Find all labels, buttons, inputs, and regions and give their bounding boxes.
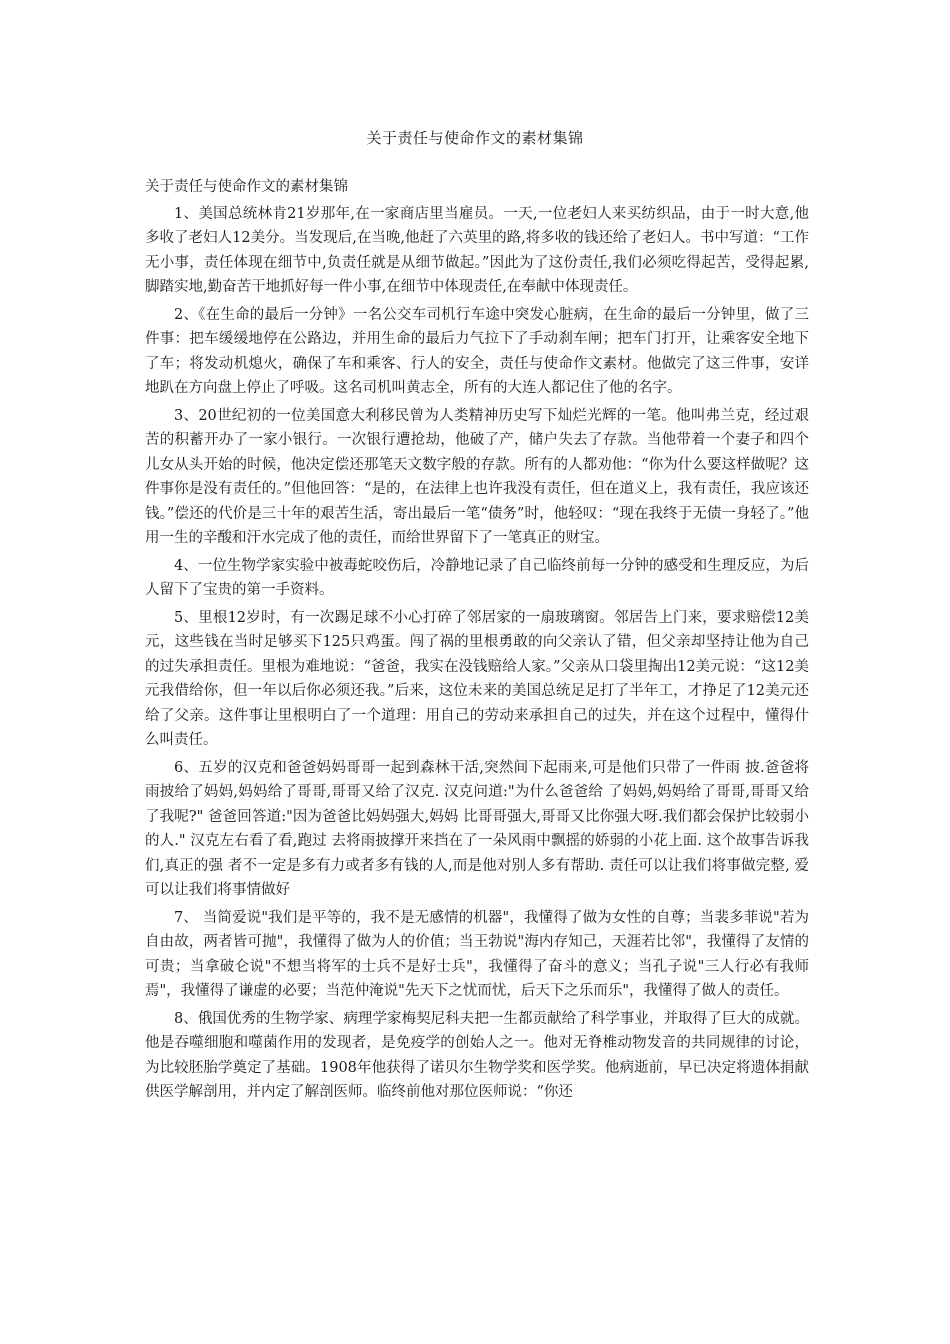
document-subtitle: 关于责任与使命作文的素材集锦 xyxy=(145,179,348,195)
paragraph-3: 3、20世纪初的一位美国意大利移民曾为人类精神历史写下灿烂光辉的一笔。他叫弗兰克，经过艰苦的积蓄开办了一家小银行。一次银行遭抢劫，他破了产，储户失去了存款。当他带着一个妻子和四个儿女从头开始的时候，他决定偿还那笔天文数字般的存款。所有的人都劝他：“你为什么要这样做呢？这件事你是没有责任的。”但他回答：“是的，在法律上也许我没有责任，但在道义上，我有责任，我应该还钱。”偿还的代价是三十年的艰苦生活，寄出最后一笔“债务”时，他轻叹：“现在我终于无债一身轻了。”他用一生的辛酸和汗水完成了他的责任，而给世界留下了一笔真正的财宝。 xyxy=(145,407,809,546)
paragraph-4: 4、一位生物学家实验中被毒蛇咬伤后，冷静地记录了自己临终前每一分钟的感受和生理反应，为后人留下了宝贵的第一手资料。 xyxy=(145,557,809,598)
paragraph-2: 2、《在生命的最后一分钟》一名公交车司机行车途中突发心脏病，在生命的最后一分钟里，做了三件事：把车缓缓地停在公路边，并用生命的最后力气拉下了手动刹车闸；把车门打开，让乘客安全地下了车；将发动机熄火，确保了车和乘客、行人的安全，责任与使命作文素材。他做完了这三件事，安详地趴在方向盘上停止了呼吸。这名司机叫黄志全，所有的大连人都记住了他的名字。 xyxy=(145,306,809,396)
document-title: 关于责任与使命作文的素材集锦 xyxy=(366,129,584,147)
paragraph-8: 8、俄国优秀的生物学家、病理学家梅契尼科夫把一生都贡献给了科学事业，并取得了巨大的成就。他是吞噬细胞和噬菌作用的发现者，是免疫学的创始人之一。他对无脊椎动物发音的共同规律的讨论，为比较胚胎学奠定了基础。1908年他获得了诺贝尔生物学奖和医学奖。他病逝前，早已决定将遗体捐献供医学解剖用，并内定了解剖医师。临终前他对那位医师说：“你还 xyxy=(145,1010,809,1100)
paragraph-1: 1、美国总统林肯21岁那年,在一家商店里当雇员。一天,一位老妇人来买纺织品，由于一时大意,他多收了老妇人12美分。当发现后,在当晚,他赶了六英里的路,将多收的钱还给了老妇人。书中写道：“工作无小事，责任体现在细节中,负责任就是从细节做起。”因此为了这份责任,我们必须吃得起苦，受得起累,脚踏实地,勤奋苦干地抓好每一件小事,在细节中体现责任,在奉献中体现责任。 xyxy=(145,205,809,295)
paragraph-6: 6、五岁的汉克和爸爸妈妈哥哥一起到森林干活,突然间下起雨来,可是他们只带了一件雨 披.爸爸将雨披给了妈妈,妈妈给了哥哥,哥哥又给了汉克. 汉克问道:"为什么爸爸给 了妈妈,妈妈给了哥哥,哥哥又给了我呢?" 爸爸回答道:"因为爸爸比妈妈强大,妈妈 比哥哥强大,哥哥又比你强大呀.我们都会保护比较弱小的人." 汉克左右看了看,跑过 去将雨披撑开来挡在了一朵风雨中飘摇的娇弱的小花上面. 这个故事告诉我们,真正的强 者不一定是多有力或者多有钱的人,而是他对别人多有帮助. 责任可以让我们将事做完整, 爱可以让我们将事情做好 xyxy=(145,759,809,898)
document-body xyxy=(145,175,809,1108)
paragraph-7: 7、 当简爱说"我们是平等的，我不是无感情的机器"，我懂得了做为女性的自尊；当裴多菲说"若为自由故，两者皆可抛"，我懂得了做为人的价值；当王勃说"海内存知己，天涯若比邻"，我懂得了友情的可贵；当拿破仑说"不想当将军的士兵不是好士兵"，我懂得了奋斗的意义；当孔子说"三人行必有我师焉"，我懂得了谦虚的必要；当范仲淹说"先天下之忧而忧，后天下之乐而乐"，我懂得了做人的责任。 xyxy=(145,909,809,999)
paragraph-5: 5、里根12岁时，有一次踢足球不小心打碎了邻居家的一扇玻璃窗。邻居告上门来，要求赔偿12美元，这些钱在当时足够买下125只鸡蛋。闯了祸的里根勇敢的向父亲认了错，但父亲却坚持让他为自己的过失承担责任。里根为难地说：“爸爸，我实在没钱赔给人家。”父亲从口袋里掏出12美元说：“这12美元我借给你，但一年以后你必须还我。”后来，这位未来的美国总统足足打了半年工，才挣足了12美元还给了父亲。这件事让里根明白了一个道理：用自己的劳动来承担自己的过失，并在这个过程中，懂得什么叫责任。 xyxy=(145,609,809,748)
